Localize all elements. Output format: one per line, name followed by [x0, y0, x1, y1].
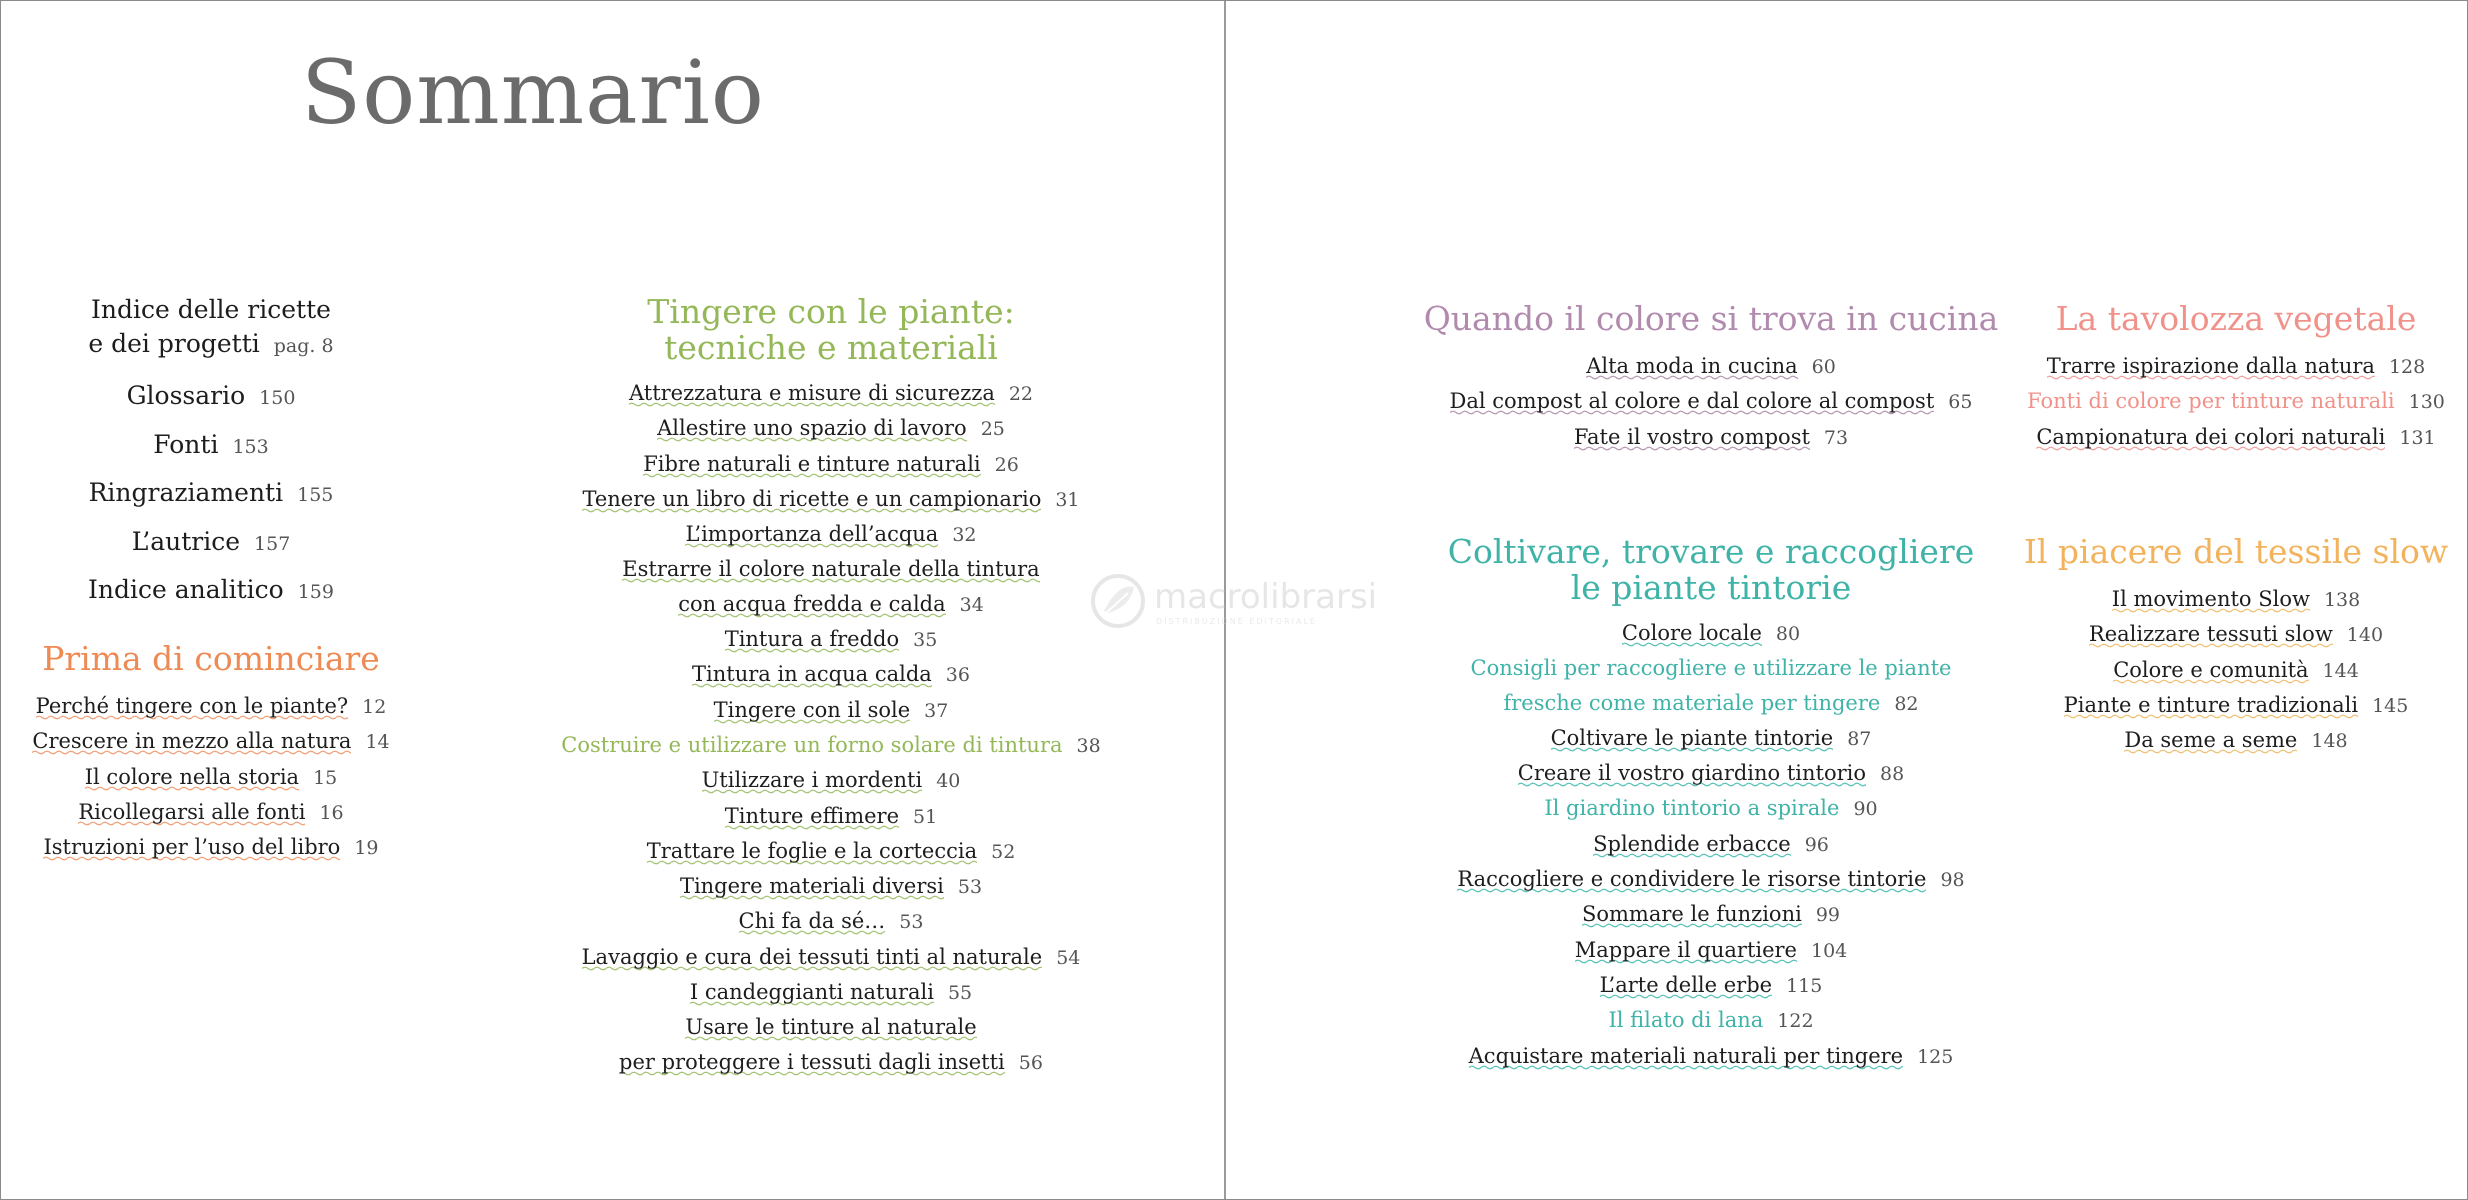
toc-entry[interactable] — [1411, 791, 2011, 826]
section-heading: Tingere con le piante: tecniche e materiali — [647, 292, 1015, 367]
toc-entry-title: Acquistare materiali naturali per tingere — [1468, 1043, 1904, 1068]
toc-entry-page: 55 — [947, 982, 973, 1005]
toc-entry-page: 14 — [365, 731, 390, 754]
section-prima — [31, 641, 391, 865]
toc-entry[interactable] — [561, 376, 1101, 411]
toc-entry-title: Crescere in mezzo alla natura — [32, 729, 352, 754]
toc-entry[interactable] — [561, 622, 1101, 657]
toc-entry[interactable] — [1411, 1039, 2011, 1074]
toc-entry[interactable] — [1411, 756, 2011, 791]
toc-entry-title: Coltivare le piante tintorie — [1550, 725, 1834, 750]
front-entry-page: 150 — [259, 387, 296, 409]
toc-entry-page: 12 — [362, 696, 387, 718]
toc-entry-page: 35 — [913, 629, 938, 652]
toc-entry[interactable] — [2011, 582, 2461, 617]
toc-entry-title: Dal compost al colore e dal colore al compost — [1449, 389, 1935, 414]
toc-entry-title: Tingere materiali diversi — [679, 874, 944, 899]
toc-entry[interactable] — [31, 830, 391, 865]
front-entry-ringraziamenti[interactable] — [61, 470, 361, 519]
toc-entry-page: 122 — [1777, 1010, 1814, 1033]
toc-list — [561, 376, 1101, 1080]
toc-entry-title: Trattare le foglie e la corteccia — [646, 838, 978, 863]
watermark-brand: macrolibrarsi — [1154, 577, 1378, 617]
toc-entry[interactable] — [2011, 384, 2461, 419]
toc-entry[interactable] — [561, 940, 1101, 975]
toc-entry-page: 96 — [1804, 833, 1829, 856]
toc-entry-title: Tintura in acqua calda — [692, 662, 932, 687]
toc-entry-page: 104 — [1811, 939, 1848, 962]
toc-entry[interactable] — [1411, 933, 2011, 968]
toc-entry-title: Attrezzatura e misure di sicurezza — [628, 381, 995, 405]
front-entry-label: e dei progetti — [88, 329, 260, 358]
toc-entry-title: Fibre naturali e tinture naturali — [643, 451, 981, 476]
toc-entry[interactable] — [561, 657, 1101, 692]
section-heading: La tavolozza vegetale — [2055, 299, 2417, 338]
toc-entry[interactable] — [1411, 968, 2011, 1003]
toc-entry[interactable] — [2011, 420, 2461, 455]
front-entry-label: Ringraziamenti — [88, 478, 284, 507]
toc-entry-title: Alta moda in cucina — [1586, 354, 1798, 378]
toc-entry[interactable] — [1411, 862, 2011, 897]
toc-entry-title: Tinture effimere — [724, 803, 900, 828]
front-matter-list — [61, 293, 361, 616]
toc-entry[interactable] — [31, 724, 391, 759]
toc-entry-title: Chi fa da sé… — [738, 909, 886, 934]
toc-entry[interactable] — [1421, 349, 2001, 384]
toc-entry[interactable] — [561, 482, 1101, 517]
toc-entry[interactable] — [2011, 653, 2461, 688]
toc-entry-title: L’arte delle erbe — [1599, 972, 1773, 997]
toc-entry-page: 52 — [991, 840, 1016, 863]
toc-entry[interactable] — [561, 517, 1101, 552]
toc-entry-page: 98 — [1940, 869, 1965, 892]
page-title: Sommario — [301, 41, 765, 144]
toc-entry-title: Colore locale — [1621, 621, 1762, 645]
section-cucina — [1421, 301, 2001, 455]
toc-entry-title: Colore e comunità — [2113, 657, 2309, 682]
front-entry-page: 159 — [297, 581, 334, 603]
toc-entry[interactable] — [561, 411, 1101, 446]
toc-entry-page: 80 — [1775, 623, 1801, 645]
toc-entry-page: 130 — [2408, 391, 2445, 414]
toc-entry[interactable] — [31, 795, 391, 830]
front-entry-fonti[interactable] — [61, 422, 361, 471]
toc-entry-title: Fate il vostro compost — [1573, 424, 1810, 449]
section-heading: Il piacere del tessile slow — [2023, 532, 2449, 571]
toc-entry-title: Lavaggio e cura dei tessuti tinti al naturale — [581, 944, 1043, 969]
toc-entry-title: L’importanza dell’acqua — [685, 522, 939, 547]
toc-list — [1411, 616, 2011, 1074]
toc-list — [2011, 582, 2461, 758]
toc-entry-title: Tenere un libro di ricette e un campionario — [582, 486, 1042, 511]
toc-entry-page: 53 — [957, 876, 983, 899]
front-entry-autrice[interactable] — [61, 519, 361, 568]
toc-entry[interactable] — [1411, 827, 2011, 862]
toc-list — [1421, 349, 2001, 455]
toc-entry[interactable] — [1411, 1003, 2011, 1038]
toc-entry-title: Il colore nella storia — [84, 764, 300, 789]
toc-entry-title: I candeggianti naturali — [689, 980, 934, 1005]
toc-entry-title: Sommare le funzioni — [1581, 902, 1802, 927]
toc-entry-page: 145 — [2372, 694, 2409, 717]
toc-entry[interactable] — [561, 552, 1101, 586]
toc-entry-title: Allestire uno spazio di lavoro — [657, 416, 967, 441]
toc-entry-page: 16 — [319, 801, 344, 824]
toc-entry-title: Mappare il quartiere — [1574, 937, 1797, 962]
watermark — [1086, 571, 1386, 631]
toc-entry-page: 140 — [2346, 624, 2384, 647]
toc-entry[interactable] — [561, 975, 1101, 1010]
toc-entry-page: 34 — [959, 593, 984, 616]
toc-entry-page: 31 — [1055, 488, 1080, 511]
leaf-logo-icon — [1088, 571, 1148, 631]
toc-entry[interactable] — [1411, 616, 2011, 651]
front-entry-label: Indice analitico — [88, 575, 284, 604]
toc-entry-page: 99 — [1815, 904, 1840, 927]
section-tavolozza — [2011, 301, 2461, 455]
toc-entry[interactable] — [31, 689, 391, 724]
toc-entry-page: 138 — [2323, 589, 2361, 611]
toc-entry-title: Tingere con il sole — [713, 697, 911, 722]
toc-entry-page: 19 — [354, 837, 379, 860]
toc-entry[interactable] — [561, 1045, 1101, 1080]
toc-entry[interactable] — [561, 587, 1101, 622]
toc-entry[interactable] — [561, 447, 1101, 482]
toc-entry-title: Istruzioni per l’uso del libro — [43, 835, 341, 860]
toc-entry[interactable] — [561, 799, 1101, 834]
toc-entry[interactable] — [1411, 897, 2011, 932]
toc-entry-title: Costruire e utilizzare un forno solare di tintura — [561, 732, 1063, 757]
toc-entry-title: Fonti di colore per tinture naturali — [2027, 389, 2395, 414]
section-coltivare — [1411, 534, 2011, 1074]
toc-entry-page: 37 — [924, 699, 949, 722]
toc-entry[interactable] — [561, 834, 1101, 869]
toc-entry-title: Consigli per raccogliere e utilizzare le piante — [1470, 656, 1952, 681]
front-entry-label: Fonti — [153, 429, 219, 459]
toc-entry-page: 125 — [1917, 1045, 1954, 1068]
toc-entry[interactable] — [561, 869, 1101, 904]
toc-entry-page: 115 — [1786, 974, 1823, 997]
toc-entry-page: 60 — [1811, 356, 1836, 378]
toc-entry-page: 25 — [980, 418, 1005, 441]
toc-entry-title: Estrarre il colore naturale della tintura — [622, 557, 1040, 582]
toc-entry-page: 15 — [313, 766, 338, 789]
toc-entry[interactable] — [31, 760, 391, 795]
toc-entry-title: Ricollegarsi alle fonti — [78, 799, 306, 824]
toc-entry[interactable] — [2011, 723, 2461, 758]
toc-entry-page: 82 — [1894, 692, 1919, 715]
toc-entry[interactable] — [561, 763, 1101, 798]
toc-entry-page: 73 — [1823, 426, 1849, 449]
toc-entry-page: 144 — [2322, 659, 2359, 682]
toc-entry-page: 128 — [2388, 356, 2426, 378]
toc-entry-title: Creare il vostro giardino tintorio — [1517, 761, 1867, 786]
toc-entry[interactable] — [2011, 617, 2461, 652]
toc-entry-title: Splendide erbacce — [1593, 831, 1791, 856]
section-heading: Prima di cominciare — [42, 639, 380, 678]
toc-entry[interactable] — [1421, 420, 2001, 455]
front-entry-glossario[interactable] — [61, 373, 361, 422]
front-entry-page: pag. 8 — [273, 335, 334, 357]
section-tingere — [561, 294, 1101, 1080]
toc-entry-page: 32 — [952, 524, 977, 547]
toc-entry-page: 148 — [2311, 730, 2348, 753]
toc-entry[interactable] — [2011, 688, 2461, 723]
toc-entry[interactable] — [2011, 349, 2461, 384]
toc-entry-title: Realizzare tessuti slow — [2088, 622, 2333, 647]
toc-entry-title: Piante e tinture tradizionali — [2063, 692, 2359, 717]
toc-entry-page: 56 — [1018, 1051, 1043, 1074]
toc-entry[interactable] — [561, 904, 1101, 939]
front-entry-page: 157 — [254, 532, 291, 555]
toc-entry-title: Utilizzare i mordenti — [701, 768, 923, 793]
toc-entry-title: Campionatura dei colori naturali — [2036, 424, 2386, 449]
toc-entry[interactable] — [561, 728, 1101, 763]
toc-entry-title: Raccogliere e condividere le risorse tintorie — [1457, 867, 1927, 892]
toc-entry-page: 90 — [1853, 798, 1878, 821]
toc-entry[interactable] — [1411, 686, 2011, 721]
front-entry-label: Indice delle ricette — [91, 295, 331, 324]
front-entry-ricette[interactable] — [61, 293, 361, 363]
toc-entry-title: Il filato di lana — [1608, 1008, 1764, 1033]
toc-entry-title: Tintura a freddo — [724, 627, 900, 652]
toc-entry-page: 131 — [2399, 426, 2436, 449]
toc-entry[interactable] — [561, 1010, 1101, 1044]
toc-entry-page: 40 — [936, 770, 961, 793]
toc-entry-title: Perché tingere con le piante? — [35, 694, 349, 718]
toc-entry-page: 88 — [1880, 763, 1905, 786]
toc-entry-title: Trarre ispirazione dalla natura — [2046, 354, 2375, 378]
toc-entry-title: Da seme a seme — [2124, 728, 2298, 753]
front-entry-label: Glossario — [126, 381, 246, 410]
toc-list — [2011, 349, 2461, 455]
front-entry-page: 155 — [297, 484, 334, 506]
toc-entry-page: 38 — [1076, 734, 1101, 757]
toc-entry-title: Il giardino tintorio a spirale — [1544, 796, 1840, 821]
toc-entry-page: 51 — [913, 805, 938, 828]
toc-entry-title: per proteggere i tessuti dagli insetti — [619, 1049, 1005, 1074]
section-heading: Coltivare, trovare e raccogliere le piante tintorie — [1447, 532, 1975, 607]
front-entry-page: 153 — [232, 435, 269, 458]
toc-list — [31, 689, 391, 865]
toc-entry[interactable] — [1411, 651, 2011, 685]
toc-entry-page: 53 — [899, 911, 924, 934]
toc-entry-page: 65 — [1948, 391, 1973, 414]
section-heading: Quando il colore si trova in cucina — [1423, 299, 1999, 338]
section-tessile — [2011, 534, 2461, 758]
toc-entry-page: 54 — [1056, 946, 1081, 969]
toc-entry-page: 26 — [994, 453, 1019, 476]
toc-entry-title: con acqua fredda e calda — [678, 591, 946, 616]
toc-entry[interactable] — [561, 693, 1101, 728]
front-entry-label: L’autrice — [131, 526, 241, 556]
toc-entry[interactable] — [1421, 384, 2001, 419]
toc-entry-page: 36 — [945, 664, 970, 687]
watermark-tagline: DISTRIBUZIONE EDITORIALE — [1156, 617, 1317, 626]
toc-entry-page: 87 — [1847, 727, 1872, 750]
toc-entry-title: Il movimento Slow — [2111, 587, 2310, 611]
toc-entry[interactable] — [1411, 721, 2011, 756]
toc-entry-title: fresche come materiale per tingere — [1503, 690, 1881, 715]
toc-entry-title: Usare le tinture al naturale — [685, 1015, 977, 1040]
toc-entry-page: 22 — [1008, 383, 1034, 405]
front-entry-indice-analitico[interactable] — [61, 567, 361, 616]
